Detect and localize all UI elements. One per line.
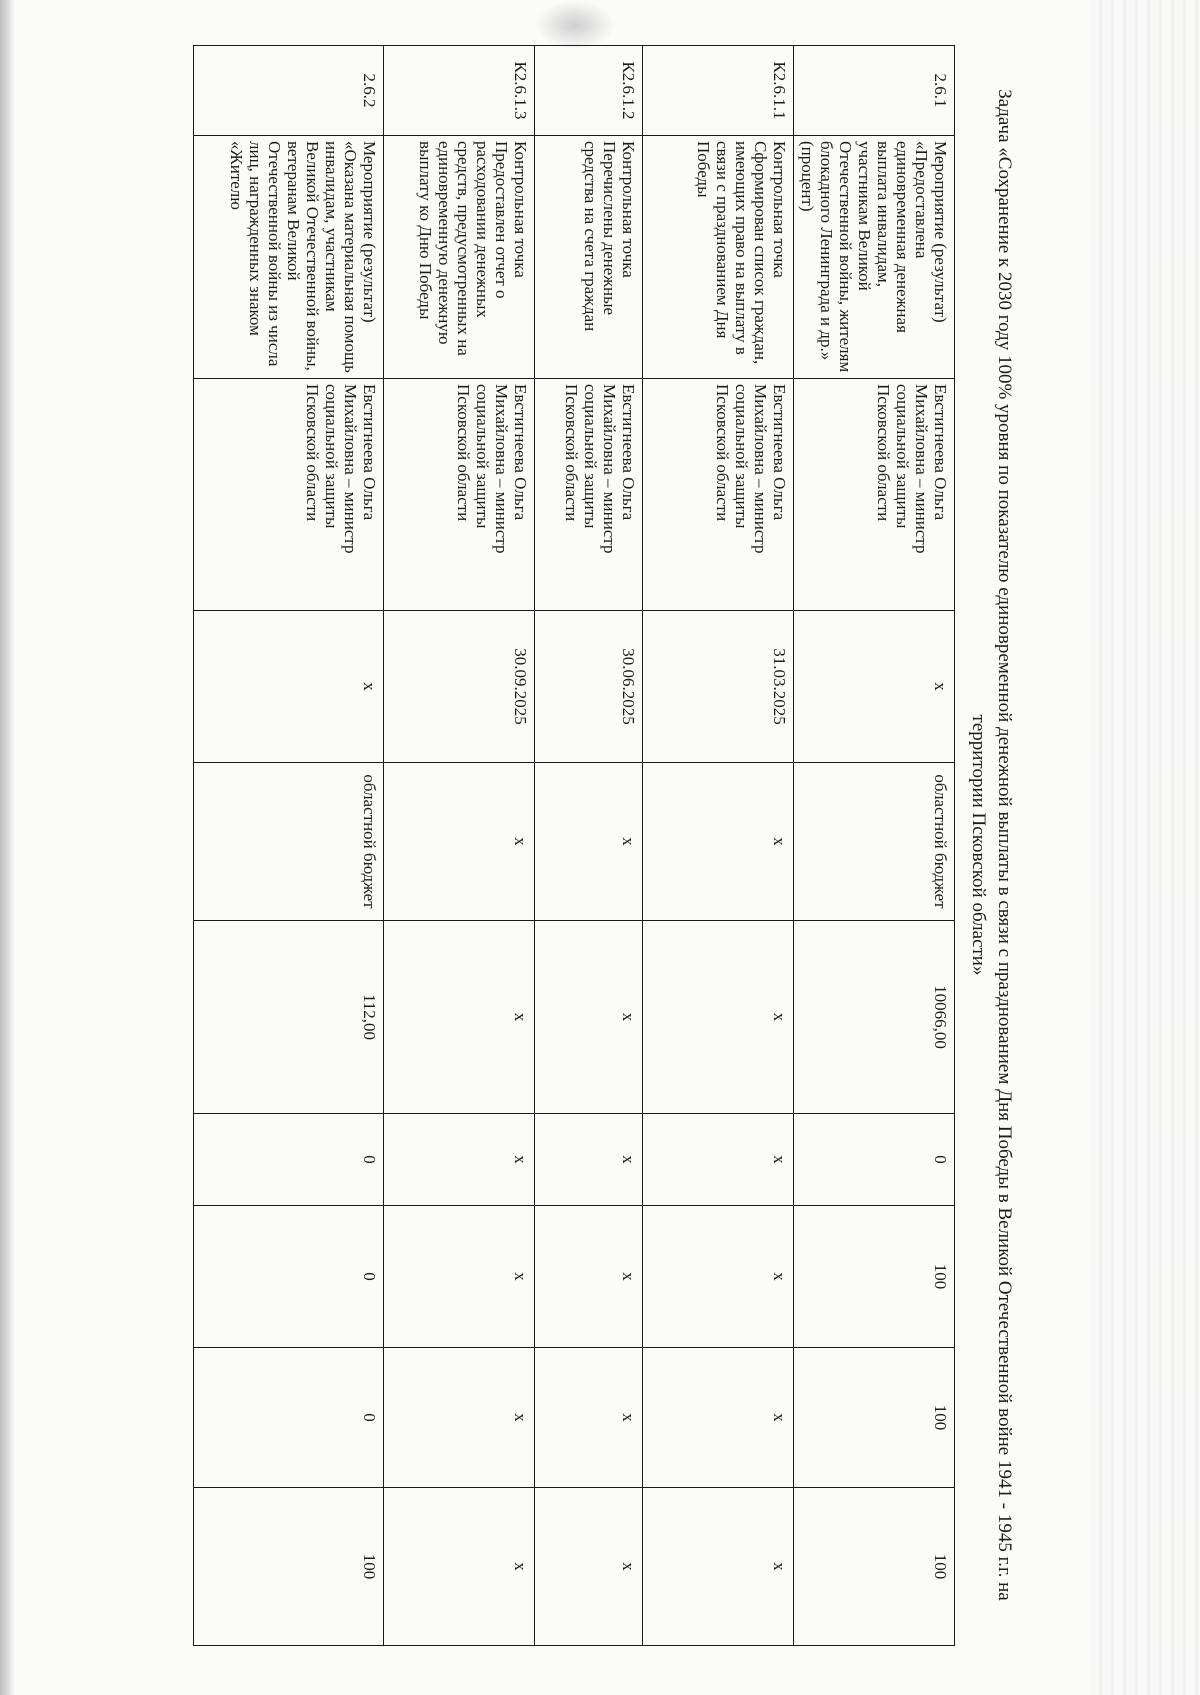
- scan-smudge: [535, 0, 615, 50]
- row-source: x: [384, 763, 535, 921]
- row-responsible: Евстигнеева Ольга Михайловна – министр социальной защиты Псковской области: [535, 379, 643, 611]
- row-value-4: x: [535, 1488, 643, 1646]
- row-date: x: [794, 611, 955, 763]
- table-row: [535, 46, 643, 1646]
- scan-edge-left: [0, 0, 14, 1695]
- row-source: x: [535, 763, 643, 921]
- row-value-4: 100: [794, 1488, 955, 1646]
- row-value-1: 0: [794, 1114, 955, 1206]
- row-date: 31.03.2025: [643, 611, 794, 763]
- row-responsible: Евстигнеева Ольга Михайловна – министр социальной защиты Псковской области: [643, 379, 794, 611]
- row-value-3: 0: [194, 1348, 384, 1488]
- row-code: К2.6.1.3: [384, 46, 535, 136]
- row-responsible: Евстигнеева Ольга Михайловна – министр социальной защиты Псковской области: [194, 379, 384, 611]
- row-source: областной бюджет: [194, 763, 384, 921]
- row-value-1: 0: [194, 1114, 384, 1206]
- row-code: К2.6.1.2: [535, 46, 643, 136]
- row-amount: x: [384, 921, 535, 1114]
- row-code: К2.6.1.1: [643, 46, 794, 136]
- row-value-4: x: [384, 1488, 535, 1646]
- row-value-1: x: [643, 1114, 794, 1206]
- row-amount: x: [643, 921, 794, 1114]
- row-value-4: 100: [194, 1488, 384, 1646]
- activities-table: [193, 45, 955, 1646]
- table-row: [194, 46, 384, 1646]
- row-amount: 10066,00: [794, 921, 955, 1114]
- table-row: [384, 46, 535, 1646]
- row-value-3: 100: [794, 1348, 955, 1488]
- table-row: [643, 46, 794, 1646]
- row-value-2: x: [643, 1206, 794, 1348]
- row-name: Мероприятие (результат) «Оказана материальная помощь инвалидам, участникам Великой Отечественной войны, ветеранам Великой Отечественной войны из числа лиц, награжденных знаком «Жителю: [194, 136, 384, 379]
- row-value-2: x: [535, 1206, 643, 1348]
- row-date: 30.06.2025: [535, 611, 643, 763]
- row-name: Контрольная точка Перечислены денежные средства на счета граждан: [535, 136, 643, 379]
- row-source: x: [643, 763, 794, 921]
- row-name: Контрольная точка Сформирован список граждан, имеющих право на выплату в связи с празднованием Дня Победы: [643, 136, 794, 379]
- row-amount: x: [535, 921, 643, 1114]
- row-value-2: x: [384, 1206, 535, 1348]
- row-code: 2.6.2: [194, 46, 384, 136]
- row-value-1: x: [535, 1114, 643, 1206]
- row-date: 30.09.2025: [384, 611, 535, 763]
- row-value-2: 100: [794, 1206, 955, 1348]
- rotated-document: [90, 45, 1025, 1645]
- row-responsible: Евстигнеева Ольга Михайловна – министр социальной защиты Псковской области: [794, 379, 955, 611]
- row-date: x: [194, 611, 384, 763]
- row-responsible: Евстигнеева Ольга Михайловна – министр социальной защиты Псковской области: [384, 379, 535, 611]
- row-amount: 112,00: [194, 921, 384, 1114]
- row-value-2: 0: [194, 1206, 384, 1348]
- row-name: Контрольная точка Предоставлен отчет о расходовании денежных средств, предусмотренных на единовременную денежную выплату ко Дню Победы: [384, 136, 535, 379]
- row-value-1: x: [384, 1114, 535, 1206]
- row-source: областной бюджет: [794, 763, 955, 921]
- task-heading: Задача «Сохранение к 2030 году 100% уровня по показателю единовременной денежной выплаты в связи с празднованием Дня Победы в Великой Отечественной войне 1941 - 1945 г.г. на территории Псковской области»: [968, 89, 1015, 1601]
- row-code: 2.6.1: [794, 46, 955, 136]
- row-name: Мероприятие (результат) «Предоставлена единовременная денежная выплата инвалидам, участникам Великой Отечественной войны, жителям блокадного Ленинграда и др.» (процент): [794, 136, 955, 379]
- row-value-3: x: [643, 1348, 794, 1488]
- row-value-3: x: [384, 1348, 535, 1488]
- table-row: [794, 46, 955, 1646]
- scan-edge-right: [1090, 0, 1200, 1695]
- row-value-3: x: [535, 1348, 643, 1488]
- row-value-4: x: [643, 1488, 794, 1646]
